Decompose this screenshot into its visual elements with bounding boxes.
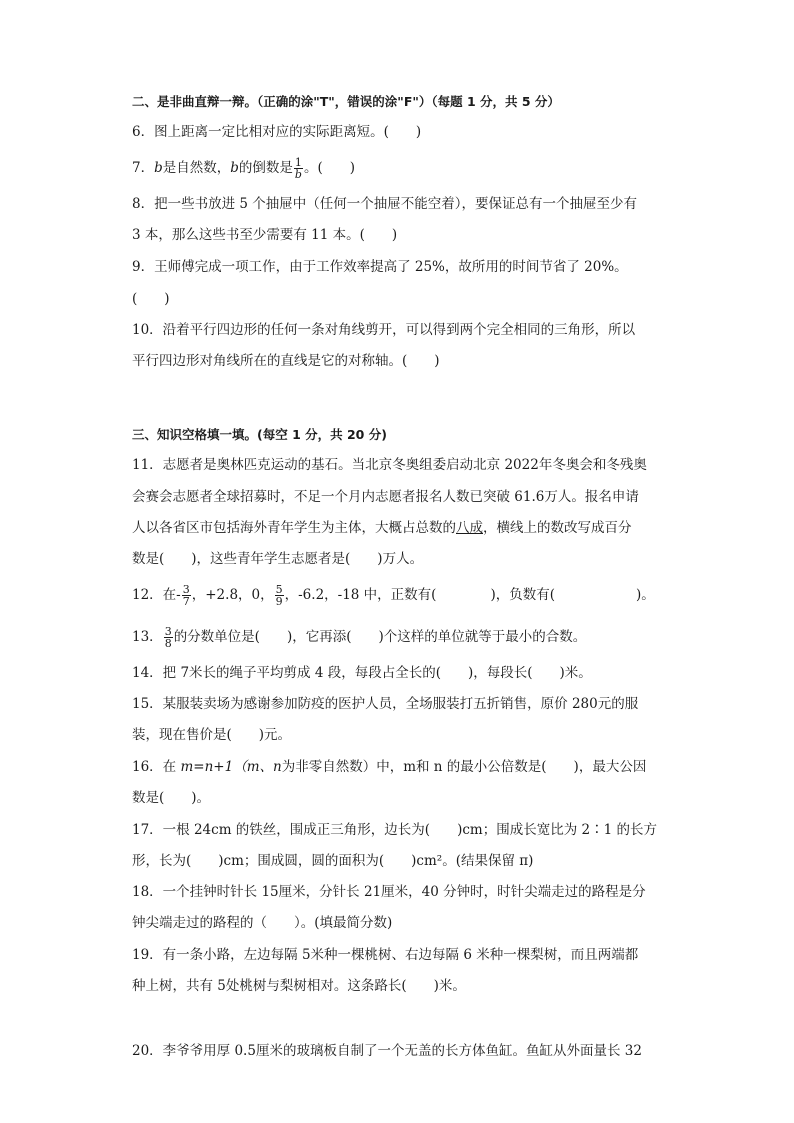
question-10-line-1: 10．沿着平行四边形的任何一条对角线剪开，可以得到两个完全相同的三角形，所以 [132,322,636,338]
q12-mid2: ，-6.2，-18 中，正数有( )，负数有( )。 [284,587,655,603]
q12-f2-numerator: 5 [275,583,283,596]
q13-frac-denominator: 8 [164,637,172,650]
question-15-line-2: 装，现在售价是( )元。 [132,727,292,743]
question-12 [132,584,655,607]
question-18-line-1: 18．一个挂钟时针长 15厘米，分针长 21厘米，40 分钟时，时针尖端走过的路程是分 [132,884,646,900]
q7-frac-numerator: 1 [294,156,302,169]
question-8-line-2: 3 本，那么这些书至少需要有 11 本。( ) [132,227,398,243]
q12-f1-denominator: 7 [182,595,190,608]
q13-suffix: 的分数单位是( )，它再添( )个这样的单位就等于最小的合数。 [173,629,587,645]
question-14: 14．把 7米长的绳子平均剪成 4 段，每段占全长的( )，每段长( )米。 [132,665,592,681]
section-2-heading: 二、是非曲直辩一辩。（正确的涂"T"，错误的涂"F"）（每题 1 分，共 5 分） [132,94,560,109]
question-11-line-3 [132,519,632,537]
question-11-line-2: 会赛会志愿者全球招募时，不足一个月内志愿者报名人数已突破 61.6万人。报名申请 [132,489,639,505]
q13-fraction [164,626,173,649]
question-7 [132,157,355,180]
q7-mid: 是自然数， [162,160,231,176]
q7-suffix: 。( ) [303,160,355,176]
q12-prefix: 12．在- [132,587,181,603]
q7-frac-den-text: b [294,168,302,181]
q12-fraction-2 [275,584,284,607]
q16-line1-b: 为非零自然数）中，m和 n 的最小公倍数是( )，最大公因 [281,759,647,775]
question-19-line-1: 19．有一条小路，左边每隔 5米种一棵桃树、右边每隔 6 米种一棵梨树，而且两端都 [132,947,639,963]
section-3-heading: 三、知识空格填一填。(每空 1 分，共 20 分) [132,427,387,442]
question-18-line-2: 钟尖端走过的路程的（ ）。(填最简分数) [132,915,393,931]
question-9-line-2: ( ) [132,291,170,307]
question-17-line-1: 17．一根 24cm 的铁丝，围成正三角形，边长为( )cm；围成长宽比为 2∶1 的长方 [132,822,657,838]
question-20-line-1: 20．李爷爷用厚 0.5厘米的玻璃板自制了一个无盖的长方体鱼缸。鱼缸从外面量长 32 [132,1043,642,1059]
q16-line1-a: 16．在 [132,759,181,775]
q13-frac-numerator: 3 [164,625,172,638]
question-10-line-2: 平行四边形对角线所在的直线是它的对称轴。( ) [132,353,440,369]
question-17-line-2: 形，长为( )cm；围成圆，圆的面积为( )cm²。(结果保留 π) [132,853,534,869]
q7-prefix: 7． [132,160,155,176]
q12-f1-numerator: 3 [182,583,190,596]
q7-var-b-2: b [230,160,239,176]
question-11-line-1: 11．志愿者是奥林匹克运动的基石。当北京冬奥组委启动北京 2022年冬奥会和冬残奥 [132,457,647,473]
question-19-line-2: 种上树，共有 5处桃树与梨树相对。这条路长( )米。 [132,978,466,994]
q11-line3-a: 人以各省区市包括海外青年学生为主体，大概占总数的 [132,520,456,536]
question-9-line-1: 9．王师傅完成一项工作，由于工作效率提高了 25%，故所用的时间节省了 20%。 [132,259,628,275]
q7-var-b: b [154,160,163,176]
q7-mid2: 的倒数是 [238,160,293,176]
q7-frac-denominator [294,169,303,180]
q12-f2-denominator: 9 [275,595,283,608]
question-16-line-2: 数是( )。 [132,790,211,806]
q12-fraction-1 [182,584,191,607]
q11-line3-b: ，横线上的数改写成百分 [483,520,632,536]
q11-underlined-text: 八成 [456,520,483,536]
question-6: 6．图上距离一定比相对应的实际距离短。( ) [132,124,422,140]
question-16-line-1 [132,758,646,776]
question-13 [132,626,586,649]
q7-fraction [294,157,303,180]
question-8-line-1: 8．把一些书放进 5 个抽屉中（任何一个抽屉不能空着），要保证总有一个抽屉至少有 [132,196,638,212]
q13-prefix: 13． [132,629,163,645]
q12-mid1: ，+2.8，0， [191,587,274,603]
question-11-line-4: 数是( )，这些青年学生志愿者是( )万人。 [132,551,424,567]
q16-equation: m=n+1（m、n [180,759,282,775]
question-15-line-1: 15．某服装卖场为感谢参加防疫的医护人员，全场服装打五折销售，原价 280元的服 [132,696,639,712]
